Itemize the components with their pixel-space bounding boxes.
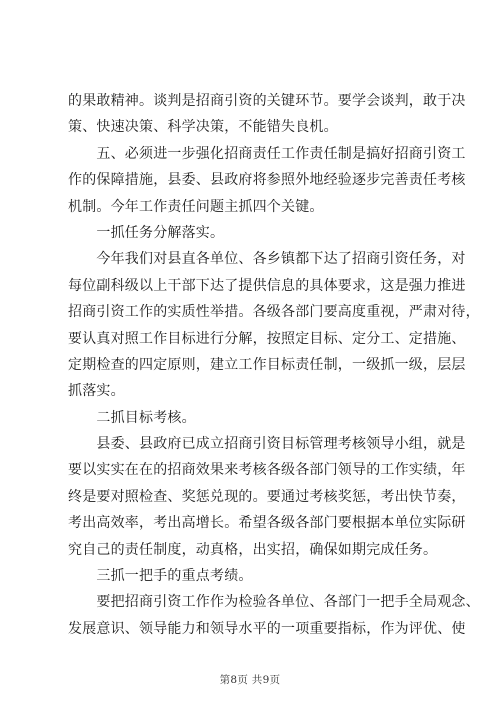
- section-heading: 一抓任务分解落实。: [68, 224, 225, 241]
- text-line: 抓落实。: [68, 383, 125, 400]
- text-line: 机制。今年工作责任问题主抓四个关键。: [68, 198, 324, 215]
- text-line: 每位副科级以上干部下达了提供信息的具体要求，这是强力推进: [68, 277, 466, 294]
- text-line: 要认真对照工作目标进行分解，按照定目标、定分工、定措施、: [68, 330, 466, 347]
- text-line: 五、必须进一步强化招商责任工作责任制是搞好招商引资工: [68, 145, 466, 162]
- document-body: [68, 88, 480, 642]
- text-line: 策、快速决策、科学决策，不能错失良机。: [68, 119, 338, 136]
- text-line: 定期检查的四定原则，建立工作目标责任制，一级抓一级，层层: [68, 356, 466, 373]
- text-line: 究自己的责任制度，动真格，出实招，确保如期完成任务。: [68, 541, 438, 558]
- text-line: 要把招商引资工作作为检验各单位、各部门一把手全局观念、: [68, 594, 480, 611]
- text-line: 县委、县政府已成立招商引资目标管理考核领导小组，就是: [68, 436, 466, 453]
- text-line: 发展意识、领导能力和领导水平的一项重要指标，作为评优、使: [68, 620, 466, 637]
- text-line: 今年我们对县直各单位、各乡镇都下达了招商引资任务，对: [68, 251, 466, 268]
- section-heading: 三抓一把手的重点考绩。: [68, 568, 253, 585]
- text-line: 要以实实在在的招商效果来考核各级各部门领导的工作实绩，年: [68, 462, 466, 479]
- section-heading: 二抓目标考核。: [68, 409, 196, 426]
- text-line: 考出高效率，考出高增长。希望各级各部门要根据本单位实际研: [68, 515, 466, 532]
- text-line: 作的保障措施，县委、县政府将参照外地经验逐步完善责任考核: [68, 172, 466, 189]
- page-number-footer: 第8页 共9页: [219, 674, 281, 686]
- text-line: 招商引资工作的实质性举措。各级各部门要高度重视，严肃对待，: [68, 304, 480, 321]
- text-line: 的果敢精神。谈判是招商引资的关键环节。要学会谈判，敢于决: [68, 93, 466, 109]
- text-line: 终是要对照检查、奖惩兑现的。要通过考核奖惩，考出快节奏，: [68, 488, 466, 505]
